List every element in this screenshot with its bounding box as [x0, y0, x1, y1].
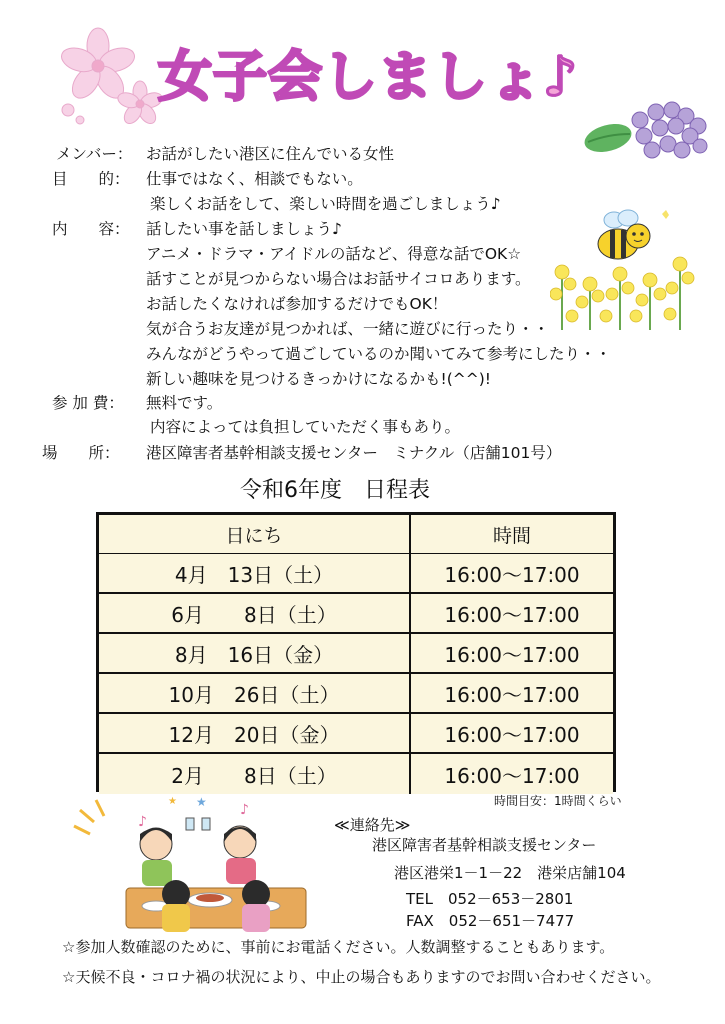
- purpose-line-2: 楽しくお話をして、楽しい時間を過ごしましょう♪: [150, 195, 501, 213]
- row-time: 16:00～17:00: [411, 714, 613, 754]
- table-row: [99, 714, 613, 754]
- row-time: 16:00～17:00: [411, 674, 613, 714]
- contact-address: 港区港栄1－1－22 港栄店舗104: [394, 864, 626, 882]
- content-line-4: お話したくなければ参加するだけでもOK！: [146, 295, 448, 313]
- fee-line-1: 無料です。: [146, 394, 223, 412]
- content-line-3: 話すことが見つからない場合はお話サイコロあります。: [146, 270, 531, 288]
- member-label: メンバー：: [56, 145, 133, 163]
- table-row: [99, 554, 613, 594]
- table-row: [99, 634, 613, 674]
- svg-text:★: ★: [196, 796, 207, 809]
- row-date: 4月 13日（土）: [99, 554, 411, 594]
- place-label: 場 所：: [42, 444, 120, 462]
- sakura-icon: [52, 22, 164, 128]
- notice-2: ☆天候不良・コロナ禍の状況により、中止の場合もありますのでお問い合わせください。: [62, 968, 661, 986]
- girls-party-icon: [60, 796, 312, 936]
- content-line-7: 新しい趣味を見つけるきっかけになるかも!(^^)!: [146, 370, 491, 388]
- table-header-row: [99, 515, 613, 555]
- fee-line-2: 内容によっては負担していただく事もあり。: [150, 418, 461, 436]
- table-row: [99, 754, 613, 794]
- table-row: [99, 674, 613, 714]
- row-time: 16:00～17:00: [411, 634, 613, 674]
- page-title: 女子会しましょ♪: [158, 45, 579, 108]
- svg-text:♪: ♪: [240, 802, 249, 818]
- row-time: 16:00～17:00: [411, 554, 613, 594]
- place-text: 港区障害者基幹相談支援センター ミナクル（店舗101号）: [146, 444, 562, 462]
- svg-text:♪: ♪: [138, 814, 147, 830]
- contact-tel: TEL 052－653－2801: [406, 890, 574, 908]
- header-time: 時間: [411, 515, 613, 555]
- hydrangea-icon: [582, 98, 710, 170]
- row-date: 12月 20日（金）: [99, 714, 411, 754]
- row-time: 16:00～17:00: [411, 754, 613, 794]
- purpose-line-1: 仕事ではなく、相談でもない。: [146, 170, 363, 188]
- member-text: お話がしたい港区に住んでいる女性: [146, 145, 395, 163]
- content-line-1: 話したい事を話しましょう♪: [146, 220, 342, 238]
- row-date: 6月 8日（土）: [99, 594, 411, 634]
- notice-1: ☆参加人数確認のために、事前にお電話ください。人数調整することもあります。: [62, 938, 615, 956]
- fee-label: 参 加 費：: [52, 394, 124, 412]
- content-line-5: 気が合うお友達が見つかれば、一緒に遊びに行ったり・・: [146, 320, 550, 338]
- schedule-table: [96, 512, 616, 792]
- contact-heading: ≪連絡先≫: [334, 816, 411, 834]
- table-row: [99, 594, 613, 634]
- content-line-2: アニメ・ドラマ・アイドルの話など、得意な話でOK☆: [146, 245, 522, 263]
- purpose-label: 目 的：: [52, 170, 130, 188]
- time-note: 時間目安：1時間くらい: [494, 794, 622, 808]
- header-date: 日にち: [99, 515, 411, 555]
- row-date: 2月 8日（土）: [99, 754, 411, 794]
- schedule-title: 令和6年度 日程表: [240, 478, 430, 503]
- row-date: 10月 26日（土）: [99, 674, 411, 714]
- contact-org: 港区障害者基幹相談支援センター: [372, 836, 597, 854]
- content-label: 内 容：: [52, 220, 130, 238]
- rapeseed-flowers-icon: [550, 244, 700, 330]
- content-line-6: みんながどうやって過ごしているのか聞いてみて参考にしたり・・: [146, 345, 612, 363]
- contact-fax: FAX 052－651－7477: [406, 912, 575, 930]
- svg-text:★: ★: [168, 796, 177, 807]
- row-date: 8月 16日（金）: [99, 634, 411, 674]
- row-time: 16:00～17:00: [411, 594, 613, 634]
